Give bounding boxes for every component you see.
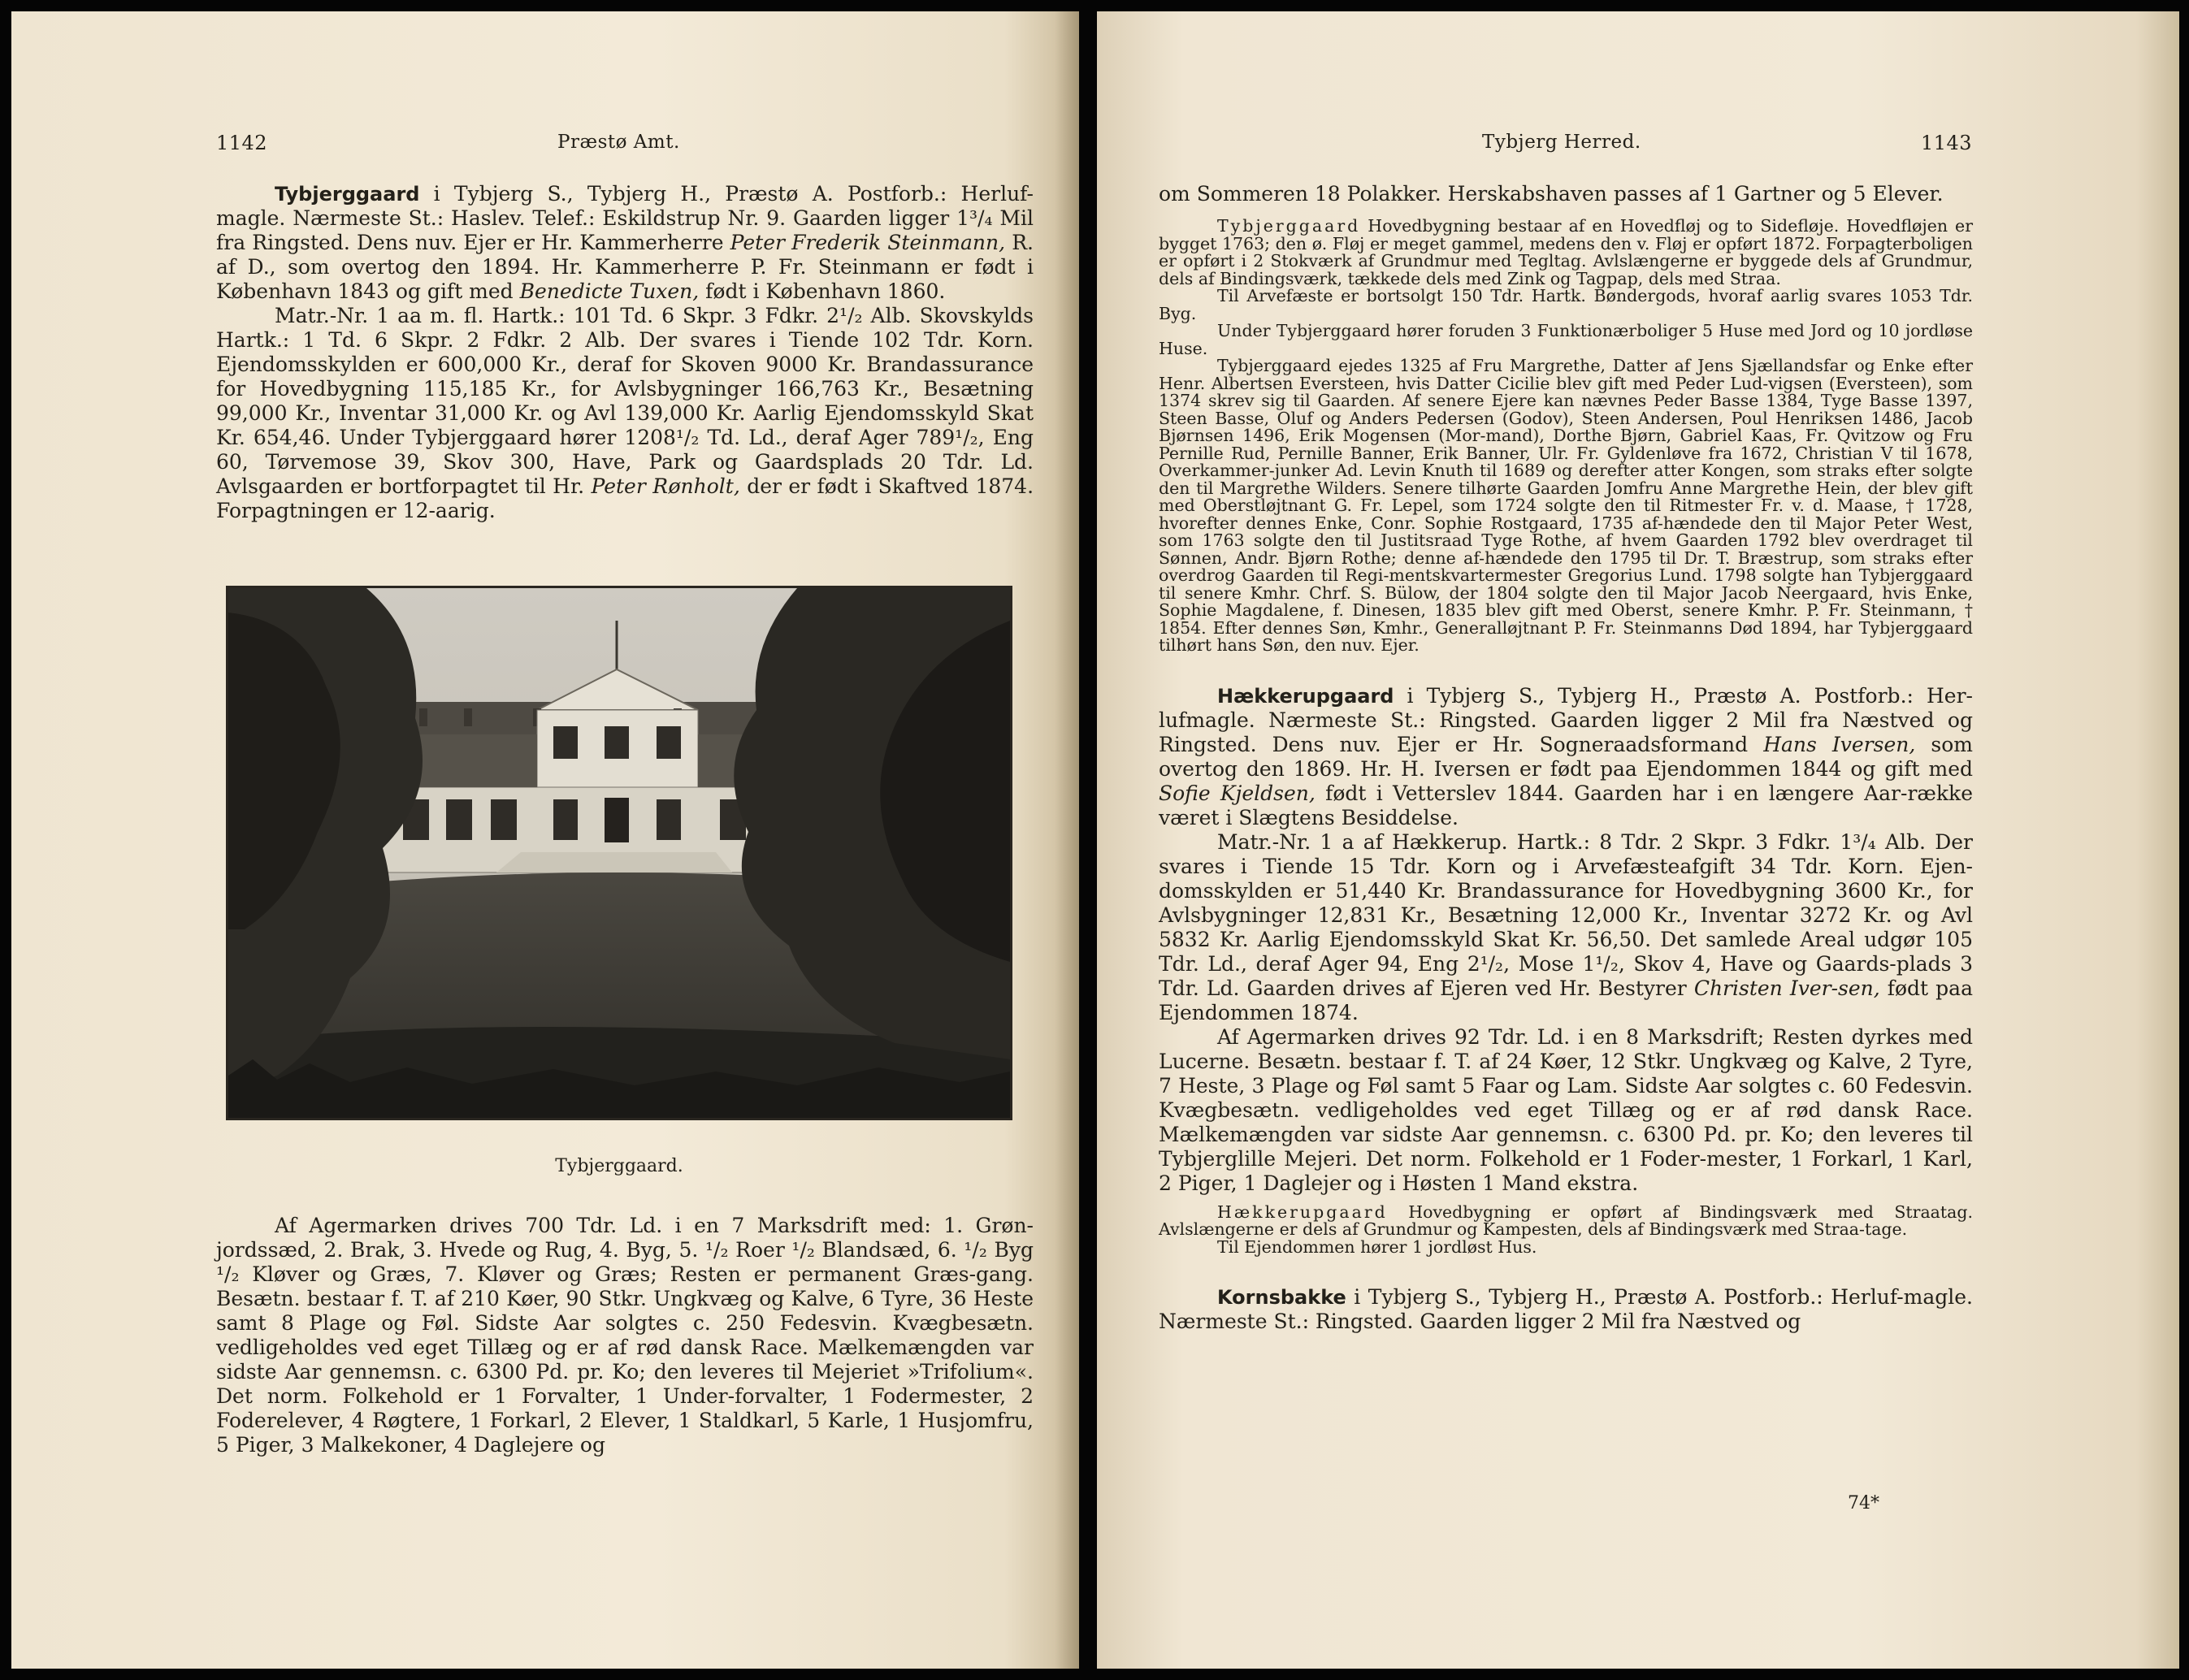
manor-house-illustration <box>228 588 1010 1118</box>
entry-text: R. af D., som overtog den 1894. Hr. Kammerherre P. Fr. Steinmann er født i København 1843 og gift med <box>216 231 1034 303</box>
right-column <box>1159 182 1973 1334</box>
left-page <box>11 11 1079 1669</box>
ownership-history: Tybjerggaard ejedes 1325 af Fru Margrethe, Datter af Jens Sjællandsfar og Enke efter Henr. Albertsen Eversteen, hvis Datter Cicilie blev gift med Peder Lud-vigsen (Eversteen), som 1374 skrev sig til Gaarden. Af senere Ejere kan nævnes Peder Basse 1384, Tyge Basse 1397, Steen Basse, Oluf og Anders Pedersen (Godov), Steen Andersen, Poul Henriksen 1486, Jacob Bjørnsen 1496, Erik Mogensen (Mor-mand), Dorthe Bjørn, Gabriel Kaas, Fr. Qvitzow og Fru Pernille Rud, Pernille Banner, Erik Banner, Ulr. Fr. Gyldenløve fra 1672, Christian V til 1678, Overkammer-junker Ad. Levin Knuth til 1689 og derefter atter Kongen, som straks efter solgte den til Margrethe Wilders. Senere tilhørte Gaarden Jomfru Anne Margrethe Hein, der blev gift med Oberstløjtnant G. Fr. Lepel, som 1724 solgte den til Ritmester Fr. v. d. Maase, † 1728, hvorefter dennes Enke, Conr. Sophie Rostgaard, 1735 af-hændede den til Major Peter West, som 1763 solgte den til Justitsraad Tyge Rothe, af hvem Gaarden 1792 blev overdraget til Sønnen, Andr. Bjørn Rothe; denne af-hændede den 1795 til Dr. T. Bræstrup, som straks efter overdrog Gaarden til Regi-mentskvartermester Gregorius Lund. 1798 solgte han Tybjerggaard til senere Kmhr. Chrf. S. Bülow, der 1804 solgte den til Major Jacob Neergaard, hvis Enke, Sophie Magdalene, f. Dinesen, 1835 blev gift med Oberst, senere Kmhr. P. Fr. Steinmann, † 1854. Efter dennes Søn, Kmhr., Generalløjtnant P. Fr. Steinmanns Død 1894, har Tybjerggaard tilhørt hans Søn, den nuv. Ejer. <box>1159 356 1973 655</box>
tybjerggaard-agriculture <box>216 1214 1034 1457</box>
entry-title-tybjerggaard: Tybjerggaard <box>275 183 420 206</box>
owner-name: Peter Frederik Steinmann, <box>730 231 1006 254</box>
kornsbakke-entry <box>1159 1285 1973 1334</box>
property-paragraph: Matr.-Nr. 1 aa m. fl. Hartk.: 101 Td. 6 Skpr. 3 Fdkr. 2¹/₂ Alb. Skovskylds Hartk.: 1 Td. 6 Skpr. 2 Fdkr. 2 Alb. Der svares i Tiende 102 Tdr. Korn. Ejendomsskylden er 600,000 Kr., deraf for Skoven 9000 Kr. Brandassurance for Hovedbygning 115,185 Kr., for Avlsbygninger 166,763 Kr., Besætning 99,000 Kr., Inventar 31,000 Kr. og Avl 139,000 Kr. Aarlig Ejendomsskyld Skat Kr. 654,46. Under Tybjerggaard hører 1208¹/₂ Td. Ld., deraf Ager 789¹/₂, Eng 60, Tørvemose 39, Skov 300, Have, Park og Gaardsplads 20 Tdr. Ld. Avlsgaarden er bortforpagtet til Hr. <box>216 304 1034 498</box>
wife-name: Sofie Kjeldsen, <box>1159 781 1316 805</box>
tybjerggaard-entry <box>216 182 1034 523</box>
property-paragraph-end: der er født i Skaftved 1874. Forpagtningen er 12-aarig. <box>216 474 1034 522</box>
photo-caption: Tybjerggaard. <box>555 1156 683 1176</box>
entry-text: født i København 1860. <box>699 279 946 303</box>
right-page <box>1097 11 2179 1669</box>
continuation-paragraph: om Sommeren 18 Polakker. Herskabshaven passes af 1 Gartner og 5 Elever. <box>1159 182 1944 206</box>
tybjerggaard-photo <box>226 586 1012 1120</box>
owner-name: Hans Iversen, <box>1763 732 1916 756</box>
entry-text: i Tybjerg S., Tybjerg H., Præstø A. Postforb.: Herluf-magle. Nærmeste St.: Haslev. Telef.: Eskildstrup Nr. 9. Gaarden ligger 1³/₄ Mil fra Ringsted. Dens nuv. Ejer er Hr. Kammerherre <box>216 182 1034 254</box>
entry-text: i Tybjerg S., Tybjerg H., Præstø A. Postforb.: Her-lufmagle. Nærmeste St.: Ringsted. Gaarden ligger 2 Mil fra Næstved og Ringsted. Dens nuv. Ejer er Hr. Sogneraadsformand <box>1159 683 1973 756</box>
manager-name: Christen Iver-sen, <box>1693 976 1880 1000</box>
page-number-left: 1142 <box>216 132 268 154</box>
haekkerupgaard-entry <box>1159 684 1973 1257</box>
arvefaeste-note: Til Arvefæste er bortsolgt 150 Tdr. Hartk. Bøndergods, hvoraf aarlig svares 1053 Tdr. Byg. <box>1159 286 1973 323</box>
haekkerupgaard-notes <box>1159 1204 1973 1257</box>
agriculture-paragraph: Af Agermarken drives 700 Tdr. Ld. i en 7 Marksdrift med: 1. Grøn-jordssæd, 2. Brak, 3. Hvede og Rug, 4. Byg, 5. ¹/₂ Roer ¹/₂ Blandsæd, 6. ¹/₂ Byg ¹/₂ Kløver og Græs, 7. Kløver og Græs; Resten er permanent Græs-gang. Besætn. bestaar f. T. af 210 Køer, 90 Stkr. Ungkvæg og Kalve, 6 Tyre, 36 Heste samt 8 Plage og Føl. Sidste Aar solgtes c. 250 Fedesvin. Kvægbesætn. vedligeholdes ved eget Tillæg og er af rød dansk Race. Mælkemængden var sidste Aar gennemsn. c. 6300 Pd. pr. Ko; den leveres til Mejeriet »Trifolium«. Det norm. Folkehold er 1 Forvalter, 1 Under-forvalter, 1 Fodermester, 2 Foderelever, 4 Røgtere, 1 Forkarl, 2 Elever, 1 Staldkarl, 5 Karle, 1 Husjomfru, 5 Piger, 3 Malkekoner, 4 Daglejere og <box>216 1214 1034 1457</box>
spaced-name: Tybjerggaard <box>1217 216 1361 236</box>
tybjerggaard-history <box>1159 218 1973 655</box>
left-gutter-shadow <box>1055 11 1079 1669</box>
property-paragraph: Matr.-Nr. 1 a af Hækkerup. Hartk.: 8 Tdr. 2 Skpr. 3 Fdkr. 1³/₄ Alb. Der svares i Tiende 15 Tdr. Korn og i Arvefæsteafgift 34 Tdr. Korn. Ejen-domsskylden er 51,440 Kr. Brandassurance for Hovedbygning 3600 Kr., for Avlsbygninger 12,831 Kr., Besætning 12,000 Kr., Inventar 3272 Kr. og Avl 5832 Kr. Aarlig Ejendomsskyld Skat Kr. 56,50. Det samlede Areal udgør 105 Tdr. Ld., deraf Ager 94, Eng 2¹/₂, Mose 1¹/₂, Skov 4, Have og Gaards-plads 3 Tdr. Ld. Gaarden drives af Ejeren ved Hr. Bestyrer <box>1159 829 1973 1000</box>
entry-text: født i Vetterslev 1844. Gaarden har i en længere Aar-række været i Slægtens Besiddelse. <box>1159 781 1973 829</box>
buildings-note: Hovedbygning er opført af Bindingsværk med Straatag. Avlslængerne er dels af Grundmur og Kampesten, dels af Bindingsværk med Straa-tage. <box>1159 1202 1973 1239</box>
entry-text: som overtog den 1869. Hr. H. Iversen er født paa Ejendommen 1844 og gift med <box>1159 732 1973 781</box>
page-number-right: 1143 <box>1921 132 1973 154</box>
houses-note: Til Ejendommen hører 1 jordløst Hus. <box>1217 1236 1537 1257</box>
houses-note: Under Tybjerggaard hører foruden 3 Funktionærboliger 5 Huse med Jord og 10 jordløse Huse. <box>1159 321 1973 358</box>
entry-text: i Tybjerg S., Tybjerg H., Præstø A. Postforb.: Herluf-magle. Nærmeste St.: Ringsted. Gaarden ligger 2 Mil fra Næstved og <box>1159 1285 1973 1333</box>
buildings-note: Hovedbygning bestaar af en Hovedfløj og to Sidefløje. Hovedfløjen er bygget 1763; den ø. Fløj er meget gammel, medens den v. Fløj er opført 1872. Forpagterboligen er opført i 2 Stokværk af Grundmur med Tegltag. Avlslængerne er byggede dels af Grundmur, dels af Bindingsværk, tækkede dels med Zink og Tagpap, dels med Straa. <box>1159 216 1973 288</box>
running-head-left: Præstø Amt. <box>557 132 680 153</box>
entry-title-haekkerupgaard: Hækkerupgaard <box>1217 684 1394 708</box>
tenant-name: Peter Rønholt, <box>591 474 740 498</box>
entry-title-kornsbakke: Kornsbakke <box>1217 1286 1346 1309</box>
agriculture-paragraph: Af Agermarken drives 92 Tdr. Ld. i en 8 Marksdrift; Resten dyrkes med Lucerne. Besætn. bestaar f. T. af 24 Køer, 12 Stkr. Ungkvæg og Kalve, 2 Tyre, 7 Heste, 3 Plage og Føl samt 5 Faar og Lam. Sidste Aar solgtes c. 60 Fedesvin. Kvægbesætn. vedligeholdes ved eget Tillæg og er af rød dansk Race. Mælkemængden var sidste Aar gennemsn. c. 6300 Pd. pr. Ko; den leveres til Tybjerglille Mejeri. Det norm. Folkehold er 1 Foder-mester, 1 Forkarl, 1 Karl, 2 Piger, 1 Daglejer og i Høsten 1 Mand ekstra. <box>1159 1024 1973 1195</box>
property-paragraph-end: født paa Ejendommen 1874. <box>1159 976 1973 1024</box>
signature-mark: 74* <box>1848 1493 1879 1513</box>
spaced-name: Hækkerupgaard <box>1217 1202 1388 1222</box>
wife-name: Benedicte Tuxen, <box>519 279 700 303</box>
running-head-right: Tybjerg Herred. <box>1482 132 1641 153</box>
